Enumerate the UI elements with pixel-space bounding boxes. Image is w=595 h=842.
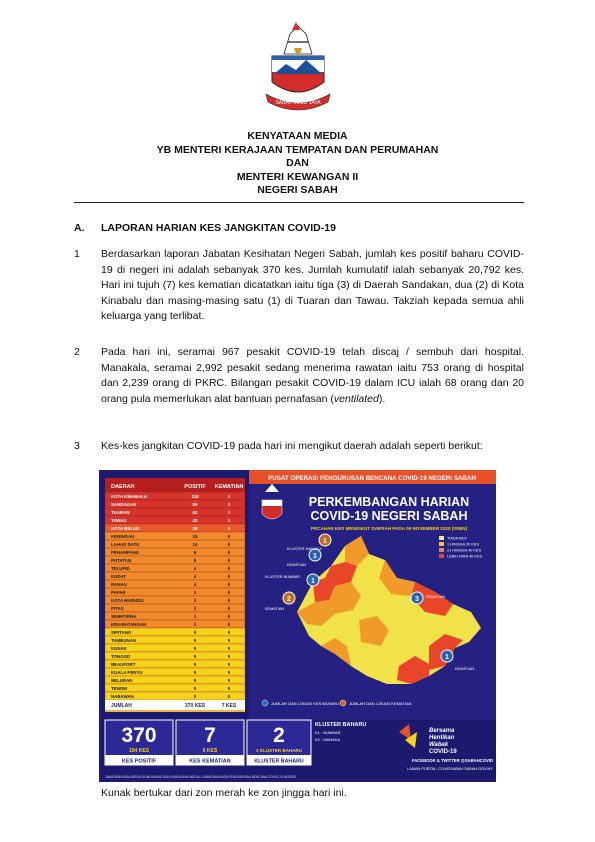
- legend-swatch: [439, 536, 444, 540]
- death-count: 3: [227, 501, 231, 507]
- district-name: BEAUFORT: [111, 661, 136, 667]
- death-count: 0: [227, 693, 231, 699]
- district-name: PENAMPANG: [111, 549, 140, 555]
- death-count: 1: [227, 509, 231, 515]
- section-letter: A.: [74, 222, 85, 234]
- positive-count: 59: [192, 501, 198, 507]
- district-name: RANAU: [111, 581, 127, 587]
- table-row: [105, 508, 245, 516]
- table-row: [105, 492, 245, 500]
- death-count: 0: [227, 533, 231, 539]
- svg-text:6 KES: 6 KES: [202, 748, 218, 754]
- legend-item: [439, 536, 467, 541]
- district-table: [105, 492, 245, 710]
- header-line-4: MENTERI KEWANGAN II: [236, 170, 359, 183]
- positive-count: 4: [193, 565, 197, 571]
- positive-count: 0: [193, 669, 197, 675]
- table-header-deaths: KEMATIAN: [214, 484, 244, 490]
- table-row: [105, 684, 245, 692]
- table-row: [105, 516, 245, 524]
- header-line-1: KENYATAAN MEDIA: [247, 130, 348, 142]
- positive-count: 3: [193, 597, 197, 603]
- death-legend-icon: [340, 700, 346, 706]
- death-count: 0: [227, 629, 231, 635]
- district-name: KOTA KINABALU: [111, 493, 148, 499]
- positive-count: 8: [193, 549, 197, 555]
- district-name: KENINGAU: [111, 533, 135, 539]
- table-row: [105, 644, 245, 652]
- table-row: [105, 596, 245, 604]
- svg-text:1: 1: [323, 538, 327, 545]
- death-count: 0: [227, 605, 231, 611]
- top-banner-text: PUSAT OPERASI PENGURUSAN BENCANA COVID-19 NEGERI SABAH: [268, 475, 476, 482]
- table-header-positive: POSITIF: [184, 484, 206, 490]
- subtitle: PECAHAN KES MENGIKUT DAERAH PADA 09 NOVEMBER 2020 (ISNIN): [310, 526, 468, 531]
- sabah-crest-logo: [262, 20, 334, 112]
- paragraph-number: 1: [74, 248, 80, 260]
- crest-motto: SABAH MAJU JAYA: [275, 100, 321, 106]
- legend-label: 1 HINGGA 20 KES: [447, 542, 479, 547]
- positive-count: 42: [192, 517, 198, 523]
- title-line-1: PERKEMBANGAN HARIAN: [308, 495, 470, 509]
- table-row: [105, 604, 245, 612]
- table-header-district: DAERAH: [111, 484, 135, 490]
- table-row-background: [105, 604, 245, 612]
- district-name: KINABATANGAN: [111, 621, 147, 627]
- paragraph-2: [74, 345, 524, 407]
- death-count: 0: [227, 685, 231, 691]
- table-row: [105, 580, 245, 588]
- district-name: TAWAU: [111, 517, 127, 523]
- svg-text:KLUSTER BAHARU: KLUSTER BAHARU: [254, 758, 304, 765]
- district-name: KOTA MARUDU: [111, 597, 144, 603]
- legend-swatch: [439, 542, 444, 546]
- positive-count: 0: [193, 637, 197, 643]
- paragraph-1: [74, 247, 524, 325]
- district-name: TAMBUNAN: [111, 637, 137, 643]
- legend-label: LEBIH DARI 40 KES: [447, 554, 483, 559]
- header-divider: [74, 202, 524, 203]
- header-line-3: DAN: [286, 157, 309, 169]
- table-row: [105, 652, 245, 660]
- positive-count: 0: [193, 677, 197, 683]
- svg-text:KLUSTER MANAKA: KLUSTER MANAKA: [287, 547, 322, 551]
- paragraph-text: Berdasarkan laporan Jabatan Kesihatan Negeri Sabah, jumlah kes positif baharu COVID-19 di negeri ini adalah sebanyak 370 kes. Jumlah kumulatif ialah sebanyak 20,792 kes. Hari ini tujuh (7) kes kematian dicatatkan iaitu tiga (3) di Daerah Sandakan, dua (2) di Kota Kinabalu dan masing-masing satu (1) di Tuaran dan Tawau. Takziah kepada semua ahli keluarga yang terlibat.: [101, 248, 524, 323]
- svg-text:COVID-19: COVID-19: [429, 749, 457, 755]
- paragraph-number: 3: [74, 440, 80, 452]
- district-name: TENOM: [111, 685, 127, 691]
- positive-count: 4: [193, 581, 197, 587]
- positive-count: 3: [193, 605, 197, 611]
- table-row: [105, 540, 245, 548]
- map-legend-deaths: JUMLAH DAN LOKASI KEMATIAN: [349, 701, 412, 706]
- table-row: [105, 660, 245, 668]
- death-count: 0: [227, 661, 231, 667]
- table-row: [105, 572, 245, 580]
- svg-text:KEMATIAN: KEMATIAN: [287, 563, 307, 567]
- district-name: PITAS: [111, 605, 124, 611]
- positive-count: 4: [193, 573, 197, 579]
- covid-daily-infographic: [99, 470, 496, 782]
- positive-count: 1: [193, 613, 197, 619]
- district-name: PUTATAN: [111, 557, 131, 563]
- svg-text:2: 2: [273, 724, 285, 747]
- positive-count: 0: [193, 629, 197, 635]
- total-positive: 370 KES: [184, 703, 206, 709]
- positive-count: 0: [193, 653, 197, 659]
- death-count: 0: [227, 637, 231, 643]
- svg-text:Wabak: Wabak: [429, 742, 449, 748]
- death-count: 0: [227, 589, 231, 595]
- death-count: 0: [227, 613, 231, 619]
- infographic-footer: JAWATANKUASA KERJA KOMUNIKASI DAN HUBUNGAN MEDIA • JAWATANKUASA PENGURUSAN BENCANA COVID-19 NEGERI: [105, 775, 296, 779]
- positive-count: 52: [192, 509, 198, 515]
- positive-count: 0: [193, 693, 197, 699]
- svg-text:KEMATIAN: KEMATIAN: [455, 667, 475, 671]
- table-row: [105, 668, 245, 676]
- positive-count: 26: [192, 525, 198, 531]
- stat-box-clusters: [247, 720, 311, 765]
- district-name: KUNAK: [111, 645, 127, 651]
- district-name: BELURAN: [111, 677, 133, 683]
- svg-text:Bersama: Bersama: [429, 728, 455, 734]
- svg-text:1: 1: [311, 578, 315, 585]
- district-name: PAPAR: [111, 589, 126, 595]
- table-row: [105, 524, 245, 532]
- legend-label: TIADA KES: [447, 536, 467, 541]
- svg-text:2: 2: [287, 596, 291, 603]
- death-count: 0: [227, 557, 231, 563]
- svg-text:154 KES: 154 KES: [128, 748, 150, 754]
- district-name: KOTA BELUD: [111, 525, 140, 531]
- stat-box-deaths: [176, 720, 244, 765]
- header-line-2: YB MENTERI KERAJAAN TEMPATAN DAN PERUMAHAN: [156, 143, 439, 156]
- title-line-2: COVID-19 NEGERI SABAH: [310, 509, 468, 523]
- social-handle: FACEBOOK & TWITTER @SABAHCOVID: [411, 758, 493, 763]
- death-count: 0: [227, 645, 231, 651]
- svg-text:1: 1: [313, 553, 317, 560]
- death-count: 0: [227, 541, 231, 547]
- positive-count: 0: [193, 661, 197, 667]
- svg-text:KES POSITIF: KES POSITIF: [121, 758, 157, 765]
- death-count: 0: [227, 669, 231, 675]
- death-count: 0: [227, 573, 231, 579]
- header-line-5: NEGERI SABAH: [257, 184, 338, 196]
- svg-text:KEMATIAN: KEMATIAN: [265, 607, 285, 611]
- caption-text: Kunak bertukar dari zon merah ke zon jingga hari ini.: [101, 787, 347, 799]
- cluster-title: KLUSTER BAHARU: [315, 722, 367, 728]
- district-name: SIPITANG: [111, 629, 132, 635]
- total-label: JUMLAH: [111, 703, 132, 709]
- district-name: TUARAN: [111, 509, 130, 515]
- new-case-legend-icon: [262, 700, 268, 706]
- death-count: 0: [227, 621, 231, 627]
- table-row: [105, 612, 245, 620]
- positive-count: 19: [192, 533, 198, 539]
- svg-text:KLUSTER NUMBAR: KLUSTER NUMBAR: [265, 575, 301, 579]
- cluster-item: K1 : NUMBAR: [315, 730, 341, 735]
- death-count: 0: [227, 525, 231, 531]
- paragraph-number: 2: [74, 346, 80, 358]
- legend-swatch: [439, 554, 444, 558]
- svg-text:Hentikan: Hentikan: [429, 735, 455, 741]
- paragraph-3: [74, 439, 524, 455]
- positive-count: 3: [193, 589, 197, 595]
- svg-text:3: 3: [415, 596, 419, 603]
- district-name: LAHAD DATU: [111, 541, 140, 547]
- district-name: TONGOD: [111, 653, 131, 659]
- positive-count: 8: [193, 557, 197, 563]
- district-name: NABAWAN: [111, 693, 134, 699]
- portal-url: LAMAN PORTAL: COVIDSABAH.SABAH.GOV.MY: [407, 767, 493, 771]
- svg-text:KES KEMATIAN: KES KEMATIAN: [189, 758, 231, 765]
- table-row: [105, 500, 245, 508]
- death-count: 0: [227, 581, 231, 587]
- district-name: KUALA PENYU: [111, 669, 143, 675]
- map-legend-new-cases: JUMLAH DAN LOKASI KES BAHARU: [271, 701, 340, 706]
- paragraph-text: Kes-kes jangkitan COVID-19 pada hari ini mengikut daerah adalah seperti berikut:: [101, 440, 483, 452]
- table-row: [105, 548, 245, 556]
- district-name: TELUPID: [111, 565, 130, 571]
- table-row: [105, 564, 245, 572]
- legend-label: 21 HINGGA 40 KES: [447, 548, 481, 553]
- table-row: [105, 636, 245, 644]
- media-statement-header: [0, 130, 595, 198]
- table-total-row: [105, 700, 245, 710]
- positive-count: 0: [193, 685, 197, 691]
- table-row-background: [105, 588, 245, 596]
- svg-text:KEMATIAN: KEMATIAN: [426, 595, 446, 599]
- stat-box-positive: [105, 720, 173, 765]
- table-row: [105, 692, 245, 700]
- table-row: [105, 556, 245, 564]
- svg-text:2 KLUSTER BAHARU: 2 KLUSTER BAHARU: [256, 748, 302, 753]
- legend-swatch: [439, 548, 444, 552]
- death-count: 0: [227, 565, 231, 571]
- positive-count: 1: [193, 621, 197, 627]
- table-row: [105, 620, 245, 628]
- table-row: [105, 628, 245, 636]
- district-name: SANDAKAN: [111, 501, 137, 507]
- district-name: KUDAT: [111, 573, 127, 579]
- total-deaths: 7 KES: [221, 703, 237, 709]
- svg-text:1: 1: [445, 654, 449, 661]
- table-row: [105, 676, 245, 684]
- positive-count: 118: [191, 493, 199, 499]
- infographic-canvas: [99, 470, 496, 782]
- table-row: [105, 588, 245, 596]
- svg-text:370: 370: [121, 724, 157, 747]
- positive-count: 15: [192, 541, 198, 547]
- cluster-item: K2 : MANAKA: [315, 737, 341, 742]
- section-title: LAPORAN HARIAN KES JANGKITAN COVID-19: [101, 222, 336, 234]
- death-count: 2: [227, 493, 231, 499]
- paragraph-text: Pada hari ini, seramai 967 pesakit COVID-19 telah discaj / sembuh dari hospital. Manakala, seramai 2,992 pesakit sedang menerima rawatan iaitu 753 orang di hospital dan 2,239 orang di PKRC. Bilangan pesakit COVID-19 dalam ICU ialah 68 orang dan 20 orang pula memerlukan alat bantuan pernafasan (ventilated).: [101, 346, 524, 405]
- death-count: 0: [227, 677, 231, 683]
- death-count: 0: [227, 597, 231, 603]
- district-name: SEMPORNA: [111, 613, 137, 619]
- death-count: 1: [227, 517, 231, 523]
- table-row: [105, 532, 245, 540]
- death-count: 0: [227, 653, 231, 659]
- svg-text:7: 7: [204, 724, 216, 747]
- death-count: 0: [227, 549, 231, 555]
- positive-count: 0: [193, 645, 197, 651]
